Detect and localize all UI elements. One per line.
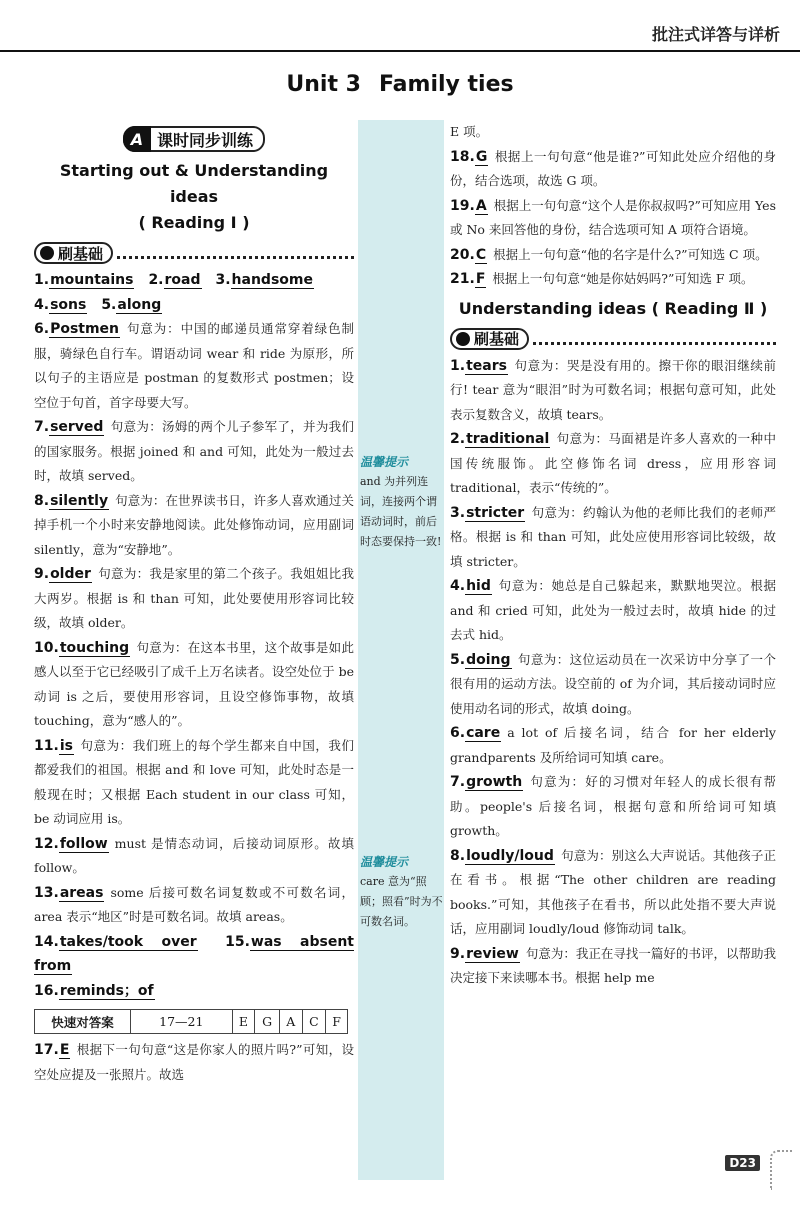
tip-title: 温馨提示 — [360, 855, 409, 869]
dotted-divider — [533, 333, 776, 345]
explanation: 句意为：在这本书里，这个故事是如此感人以至于它已经吸引了成千上万名读者。设空处位于 be 动词 is 之后，要使用形容词，且设空修饰事物，故填 touching，意为“感人的”。 — [34, 639, 354, 728]
tip-text: and 为并列连词，连接两个谓语动词时，前后时态要保持一致! — [360, 475, 442, 548]
brush-icon — [456, 332, 470, 346]
list-item: 5.doing 句意为：这位运动员在一次采访中分享了一个很有用的运动方法。设空前的 of 为介词，其后接动词时应使用动名词的形式，故填 doing。 — [450, 651, 776, 716]
answer-row-4-5: 4.sons 5.along — [34, 296, 162, 313]
list-item: 19.A 根据上一句句意“这个人是你叔叔吗?”可知应用 Yes 或 No 来回答他的身份，结合选项可知 A 项符合语境。 — [450, 197, 776, 237]
explanation: 根据上一句句意“他的名字是什么?”可知选 C 项。 — [493, 246, 768, 262]
list-item: 11.is 句意为：我们班上的每个学生都来自中国，我们都爱我们的祖国。根据 and 和 love 可知，此处时态是一般现在时；又根据 Each student in our class 可知，be 动词应用 is。 — [34, 737, 354, 826]
annotation-margin — [358, 120, 444, 1180]
explanation: 句意为：马面裙是许多人喜欢的一种中国传统服饰。此空修饰名词 dress，应用形容词 traditional，表示“传统的”。 — [450, 431, 776, 495]
answer-row-1-3: 1.mountains 2.road 3.handsome — [34, 272, 313, 288]
answer: served — [50, 419, 104, 435]
explanation: 句意为：哭是没有用的。擦干你的眼泪继续前行! tear 意为“眼泪”时为可数名词；根据句意可知，此处表示复数含义，故填 tears。 — [450, 357, 776, 422]
explanation: 句意为：约翰认为他的老师比我们的老师严格。根据 is 和 than 可知，此处应使用形容词比较级，故填 stricter。 — [450, 504, 776, 569]
list-item: 7.growth 句意为：好的习惯对年轻人的成长很有帮助。people's 后接名词，根据句意和所给词可知填 growth。 — [450, 774, 776, 838]
section-subtitle: ( Reading Ⅰ ) — [138, 213, 250, 232]
list-item: 9.older 句意为：我是家里的第二个孩子。我姐姐比我大两岁。根据 is 和 than 可知，此处要使用形容词比较级，故填 older。 — [34, 566, 354, 630]
explanation: a lot of 后接名词，结合 for her elderly grandparents 及所给词可知填 care。 — [450, 725, 776, 765]
list-item: 6.care a lot of 后接名词，结合 for her elderly grandparents 及所给词可知填 care。 — [450, 725, 776, 765]
explanation: 句意为：我是家里的第二个孩子。我姐姐比我大两岁。根据 is 和 than 可知，此处要使用形容词比较级，故填 older。 — [34, 566, 354, 630]
right-column — [450, 120, 776, 991]
explanation: 根据上一句句意“这个人是你叔叔吗?”可知应用 Yes 或 No 来回答他的身份，结合选项可知 A 项符合语境。 — [450, 197, 776, 237]
explanation: 句意为：我正在寻找一篇好的书评，以帮助我决定接下来读哪本书。根据 help me — [450, 945, 776, 985]
badge-text: 课时同步训练 — [156, 130, 253, 150]
answer: tears — [466, 357, 507, 374]
explanation: 句意为：好的习惯对年轻人的成长很有帮助。people's 后接名词，根据句意和所给词可知填 growth。 — [450, 774, 776, 838]
answer: areas — [59, 884, 104, 901]
answer: F — [475, 271, 486, 287]
list-item: 4.hid 句意为：她总是自己躲起来，默默地哭泣。根据 and 和 cried 可知，此处为一般过去时，故填 hide 的过去式 hid。 — [450, 578, 776, 642]
explanation: 句意为：别这么大声说话。其他孩子正在看书。根据“The other children are reading books.”可知，其他孩子在看书，所以此处指不要大声说话，应用副词 loudly/loud 修饰动词 talk。 — [450, 847, 776, 936]
dotted-divider — [117, 247, 354, 259]
answer: doing — [466, 651, 511, 668]
answer: growth — [466, 774, 523, 790]
answer: E — [59, 1042, 70, 1058]
quick-answer-label: 快速对答案 — [35, 1010, 131, 1034]
answer: A — [475, 197, 487, 214]
quick-answer-cell: A — [280, 1010, 303, 1034]
answer: was absent from — [34, 933, 354, 974]
answer: loudly/loud — [466, 847, 554, 864]
answer: reminds；of — [59, 982, 154, 999]
answer: older — [50, 566, 91, 582]
quick-answer-cell: G — [255, 1010, 280, 1034]
explanation: 根据上一句句意“他是谁?”可知此处应介绍他的身份，结合选项，故选 G 项。 — [450, 148, 776, 188]
drill-label: 刷基础 — [474, 330, 520, 348]
answer: mountains — [50, 272, 134, 288]
list-item: 8.silently 句意为：在世界读书日，许多人喜欢通过关掉手机一个小时来安静地阅读。此处修饰动词，应用副词 silently，意为“安静地”。 — [34, 492, 354, 557]
answer: G — [475, 148, 488, 165]
drill-header — [34, 242, 354, 264]
quick-answer-cell: C — [302, 1010, 326, 1034]
list-item: 10.touching 句意为：在这本书里，这个故事是如此感人以至于它已经吸引了成千上万名读者。设空处位于 be 动词 is 之后，要使用形容词，且设空修饰事物，故填 touching，意为“感人的”。 — [34, 639, 354, 728]
continued-text: E 项。 — [450, 124, 489, 139]
answer: road — [164, 272, 201, 288]
answer-row-14-15: 14.takes/took over 15.was absent from — [34, 933, 354, 974]
section-title: Starting out & Understanding ideas — [59, 161, 329, 206]
answer: Postmen — [50, 321, 120, 337]
answer: is — [59, 737, 73, 754]
answer: handsome — [231, 272, 313, 288]
header-rule — [0, 50, 800, 52]
badge-letter: A — [123, 126, 151, 152]
answer: touching — [59, 639, 130, 656]
left-column — [34, 126, 354, 1087]
answer: traditional — [466, 431, 550, 447]
explanation: 句意为：在世界读书日，许多人喜欢通过关掉手机一个小时来安静地阅读。此处修饰动词，应用副词 silently，意为“安静地”。 — [34, 492, 354, 557]
explanation: some 后接可数名词复数或不可数名词，area 表示“地区”时是可数名词。故填 areas。 — [34, 884, 354, 924]
tip-box — [360, 852, 444, 932]
list-item: 3.stricter 句意为：约翰认为他的老师比我们的老师严格。根据 is 和 than 可知，此处应使用形容词比较级，故填 stricter。 — [450, 504, 776, 569]
section-title: Understanding ideas ( Reading Ⅱ ) — [458, 298, 768, 318]
list-item: 1.tears 句意为：哭是没有用的。擦干你的眼泪继续前行! tear 意为“眼泪”时为可数名词；根据句意可知，此处表示复数含义，故填 tears。 — [450, 357, 776, 422]
unit-number: Unit 3 — [286, 72, 361, 97]
page-number: D23 — [725, 1155, 760, 1171]
explanation: 句意为：我们班上的每个学生都来自中国，我们都爱我们的祖国。根据 and 和 love 可知，此处时态是一般现在时；又根据 Each student in our class 可知，be 动词应用 is。 — [34, 737, 354, 826]
explanation: must 是情态动词，后接动词原形。故填 follow。 — [34, 835, 354, 875]
quick-answer-cell: E — [232, 1010, 255, 1034]
page-title — [0, 72, 800, 97]
list-item: 18.G 根据上一句句意“他是谁?”可知此处应介绍他的身份，结合选项，故选 G 项。 — [450, 148, 776, 188]
corner-decoration — [770, 1150, 792, 1190]
list-item: 8.loudly/loud 句意为：别这么大声说话。其他孩子正在看书。根据“The other children are reading books.”可知，其他孩子在看书，所以此处指不要大声说话，应用副词 loudly/loud 修饰动词 talk。 — [450, 847, 776, 936]
explanation: 句意为：中国的邮递员通常穿着绿色制服，骑绿色自行车。谓语动词 wear 和 ride 为原形，所以句子的主语应是 postman 的复数形式 postmen；设空位于句首，首字母要大写。 — [34, 321, 354, 410]
list-item: 7.served 句意为：汤姆的两个儿子参军了，并为我们的国家服务。根据 joined 和 and 可知，此处为一般过去时，故填 served。 — [34, 419, 354, 483]
drill-label: 刷基础 — [58, 244, 104, 263]
list-item: 2.traditional 句意为：马面裙是许多人喜欢的一种中国传统服饰。此空修饰名词 dress，应用形容词 traditional，表示“传统的”。 — [450, 431, 776, 495]
list-item: 12.follow must 是情态动词，后接动词原形。故填 follow。 — [34, 835, 354, 875]
answer: along — [117, 296, 162, 313]
list-item: 16.reminds；of — [34, 982, 154, 999]
answer: hid — [466, 578, 491, 594]
list-item: 6.Postmen 句意为：中国的邮递员通常穿着绿色制服，骑绿色自行车。谓语动词 wear 和 ride 为原形，所以句子的主语应是 postman 的复数形式 postmen；设空位于句首，首字母要大写。 — [34, 321, 354, 410]
unit-name: Family ties — [378, 72, 514, 97]
explanation: 句意为：汤姆的两个儿子参军了，并为我们的国家服务。根据 joined 和 and 可知，此处为一般过去时，故填 served。 — [34, 419, 354, 483]
answer: review — [466, 945, 519, 962]
quick-answer-cell: F — [326, 1010, 348, 1034]
list-item: 13.areas some 后接可数名词复数或不可数名词，area 表示“地区”时是可数名词。故填 areas。 — [34, 884, 354, 924]
list-item: 21.F 根据上一句句意“她是你姑妈吗?”可知选 F 项。 — [450, 271, 754, 287]
tip-box — [360, 452, 444, 552]
answer: sons — [50, 296, 87, 313]
drill-header — [450, 328, 776, 350]
list-item: 20.C 根据上一句句意“他的名字是什么?”可知选 C 项。 — [450, 246, 768, 263]
answer: silently — [50, 492, 109, 509]
quick-answer-range: 17—21 — [131, 1010, 233, 1034]
brush-icon — [40, 246, 54, 260]
answer: stricter — [466, 504, 525, 521]
quick-answer-table — [34, 1009, 348, 1034]
explanation: 句意为：她总是自己躲起来，默默地哭泣。根据 and 和 cried 可知，此处为一般过去时，故填 hide 的过去式 hid。 — [450, 578, 776, 642]
answer: C — [475, 246, 487, 263]
tip-title: 温馨提示 — [360, 455, 409, 469]
explanation: 根据上一句句意“她是你姑妈吗?”可知选 F 项。 — [492, 271, 754, 286]
answer: care — [466, 725, 501, 741]
answer: follow — [59, 835, 108, 852]
answer: takes/took over — [59, 933, 197, 950]
list-item: 9.review 句意为：我正在寻找一篇好的书评，以帮助我决定接下来读哪本书。根据 help me — [450, 945, 776, 985]
explanation: 句意为：这位运动员在一次采访中分享了一个很有用的运动方法。设空前的 of 为介词，其后接动词时应使用动名词的形式，故填 doing。 — [450, 651, 776, 716]
tip-text: care 意为“照顾；照看”时为不可数名词。 — [360, 875, 443, 928]
header-label: 批注式详答与详析 — [651, 25, 780, 44]
list-item: 17.E 根据下一句句意“这是你家人的照片吗?”可知，设空处应提及一张照片。故选 — [34, 1042, 354, 1082]
explanation: 根据下一句句意“这是你家人的照片吗?”可知，设空处应提及一张照片。故选 — [34, 1042, 354, 1082]
section-badge — [34, 126, 354, 152]
